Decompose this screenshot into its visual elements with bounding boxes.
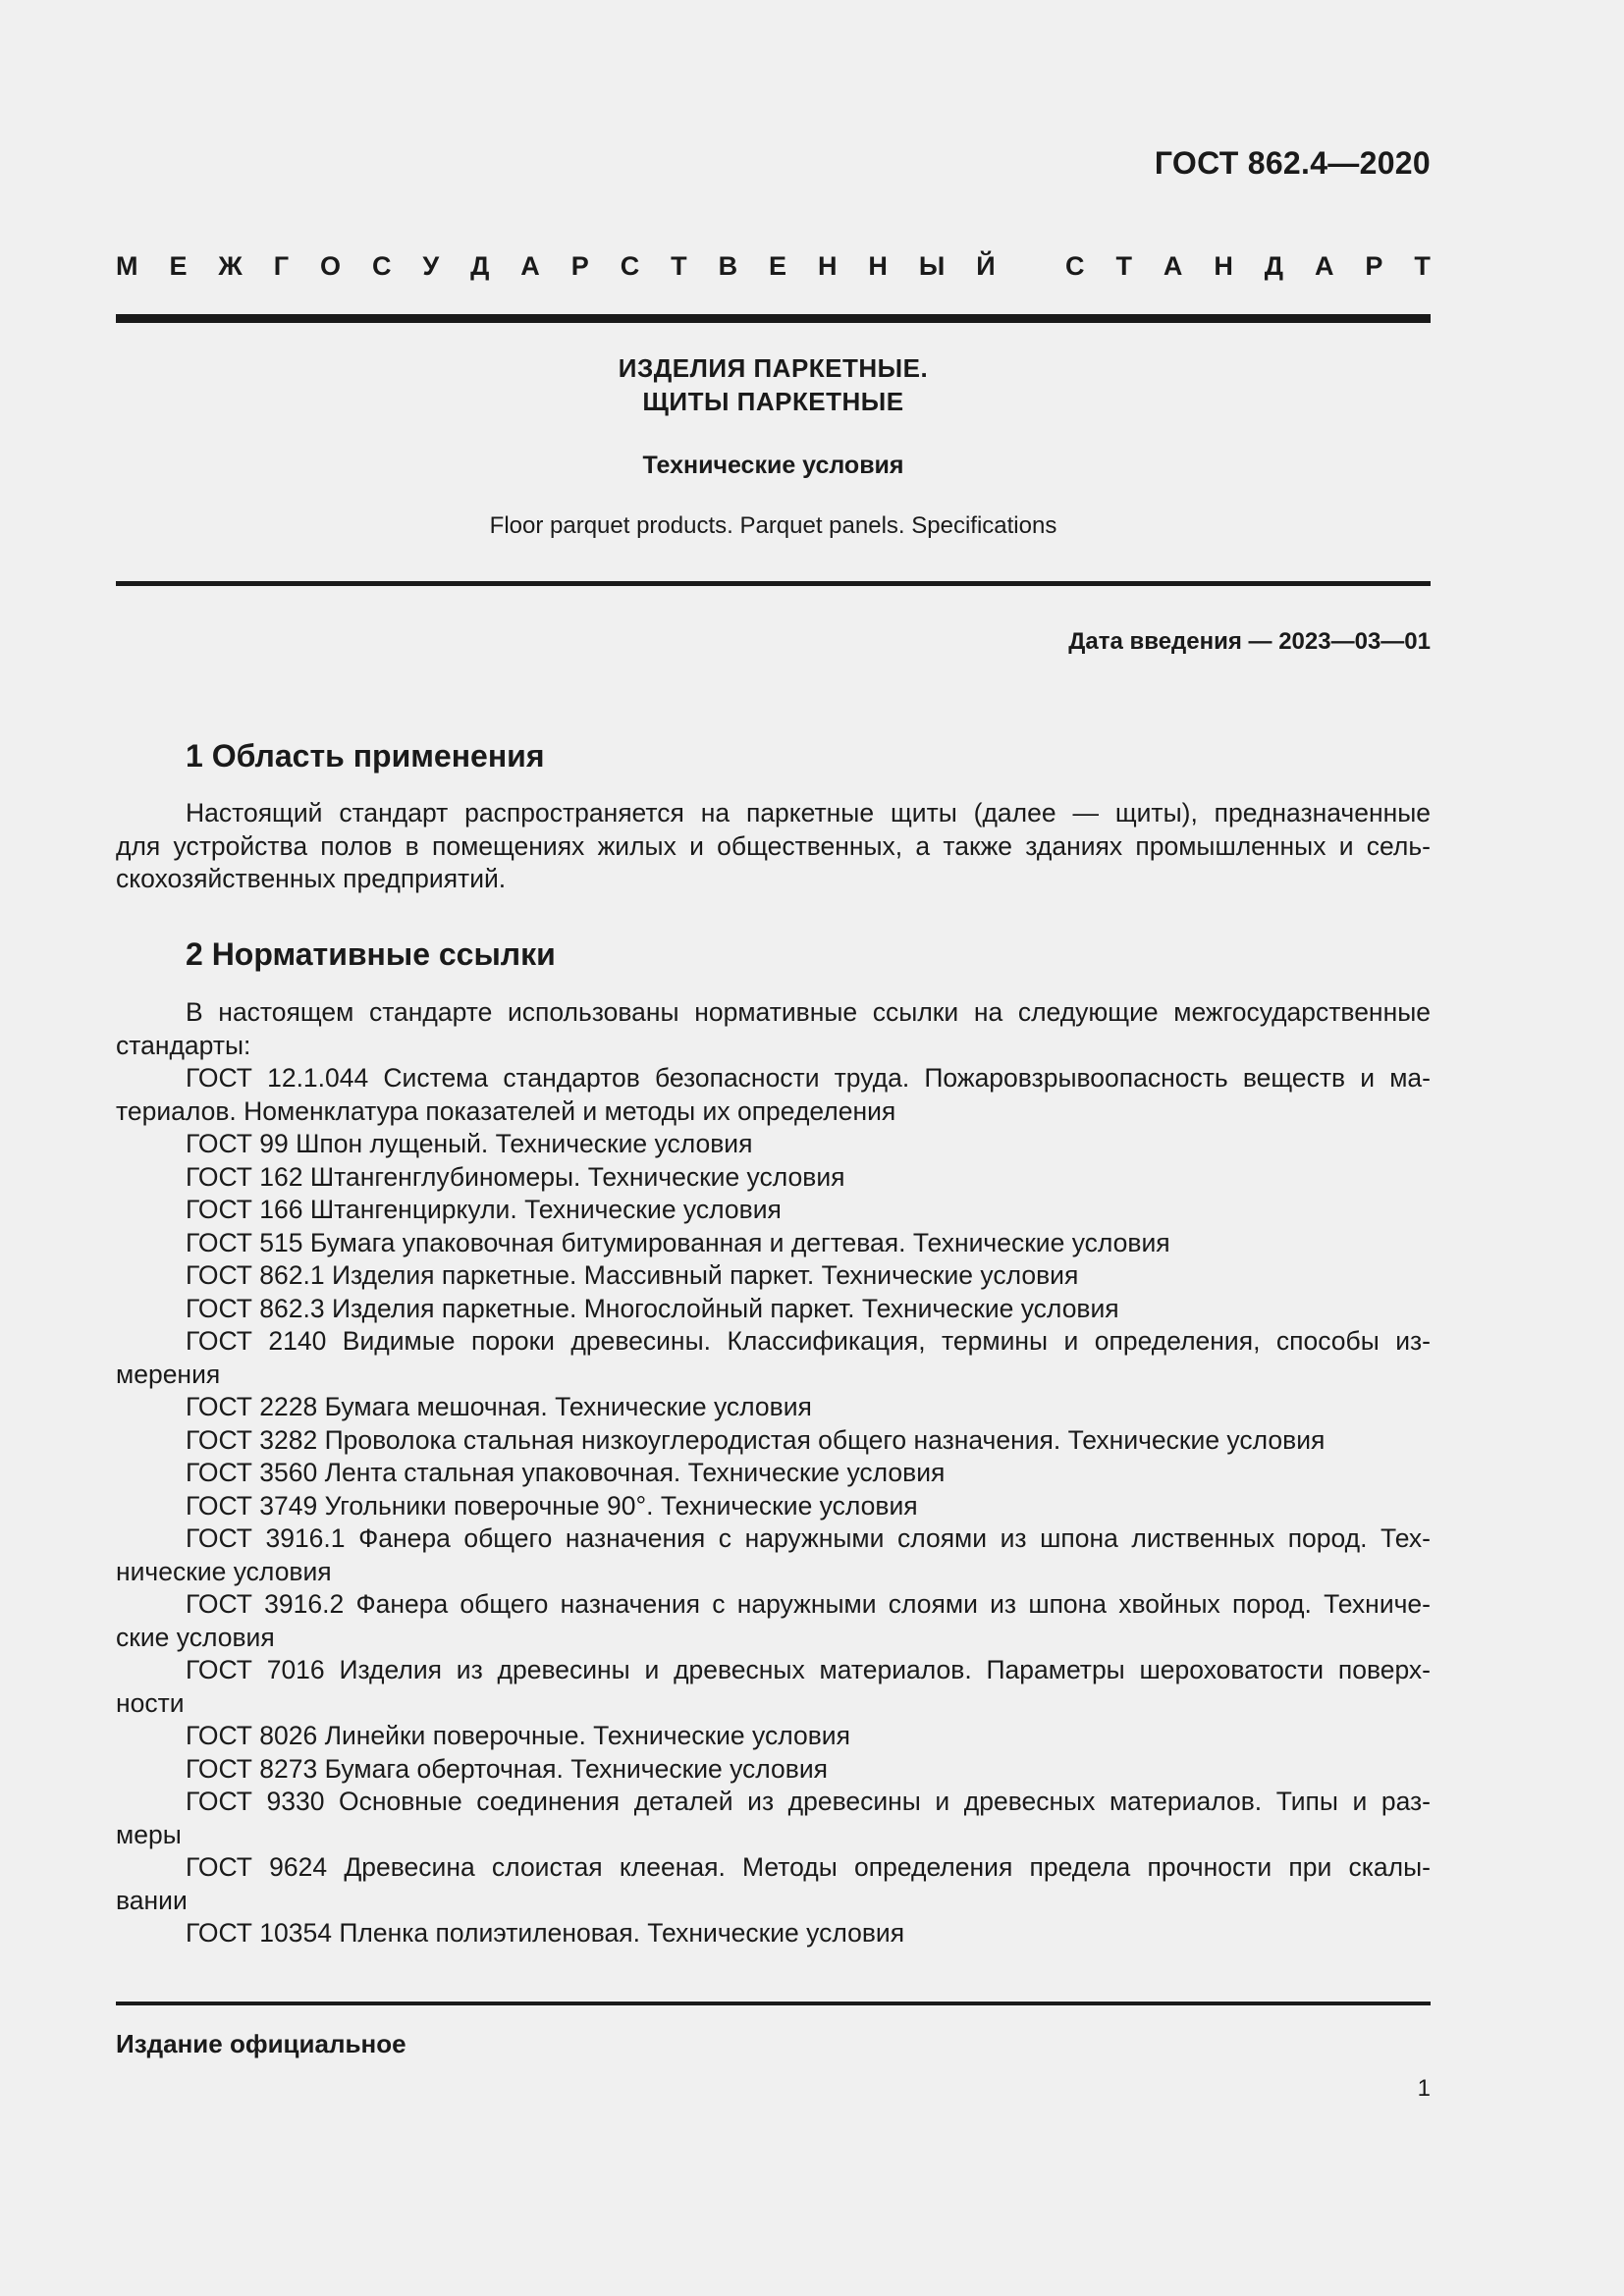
- banner-letter: Т: [1414, 251, 1431, 281]
- banner-letter: Ж: [218, 251, 243, 281]
- banner-letter: Ы: [918, 251, 946, 281]
- banner-letter: А: [520, 251, 540, 281]
- banner-letter: Е: [769, 251, 787, 281]
- banner-letter: С: [1065, 251, 1085, 281]
- reference-line: ские условия: [116, 1622, 275, 1652]
- reference-line: ГОСТ 8026 Линейки поверочные. Технические условия: [186, 1721, 850, 1750]
- banner-letter: М: [116, 251, 138, 281]
- banner-letter: С: [371, 251, 392, 281]
- reference-line: ГОСТ 3916.2 Фанера общего назначения с наружными слоями из шпона хвойных пород. Техниче-: [186, 1589, 1431, 1619]
- reference-line: ГОСТ 2228 Бумага мешочная. Технические условия: [186, 1392, 812, 1421]
- banner-letter: Т: [1115, 251, 1132, 281]
- banner-letter: Й: [976, 251, 996, 281]
- paragraph-line: скохозяйственных предприятий.: [116, 864, 507, 893]
- banner-letter: Г: [273, 251, 290, 281]
- paragraph-line: стандарты:: [116, 1030, 251, 1060]
- banner-letter: О: [319, 251, 341, 281]
- title-english: Floor parquet products. Parquet panels. Specifications: [489, 512, 1057, 539]
- banner-letter: Р: [570, 251, 589, 281]
- reference-line: ГОСТ 8273 Бумага оберточная. Технические условия: [186, 1753, 829, 1784]
- reference-line: ГОСТ 515 Бумага упаковочная битумированная и дегтевая. Технические условия: [186, 1227, 1170, 1257]
- reference-line: нические условия: [116, 1556, 332, 1586]
- footer-divider: [116, 2002, 1431, 2005]
- title-divider: [116, 581, 1431, 586]
- official-edition-label: Издание официальное: [116, 2029, 406, 2058]
- reference-line: ГОСТ 166 Штангенциркули. Технические условия: [186, 1195, 782, 1224]
- banner-letter: В: [718, 251, 738, 281]
- page-number: 1: [1417, 2075, 1431, 2102]
- reference-line: ГОСТ 2140 Видимые пороки древесины. Классификация, термины и определения, способы из-: [186, 1326, 1431, 1356]
- banner-letter: Е: [169, 251, 188, 281]
- title-subtitle: Технические условия: [642, 452, 904, 479]
- header-divider: [116, 314, 1431, 323]
- banner-letter: С: [620, 251, 640, 281]
- reference-line: мерения: [116, 1359, 221, 1389]
- reference-line: ности: [116, 1687, 185, 1718]
- reference-line: ГОСТ 9624 Древесина слоистая клееная. Методы определения предела прочности при скалы-: [186, 1852, 1431, 1882]
- section-1-heading: 1 Область применения: [186, 738, 545, 774]
- reference-line: ГОСТ 12.1.044 Система стандартов безопасности труда. Пожаровзрывоопасность веществ и ма-: [186, 1063, 1431, 1093]
- reference-line: ГОСТ 3916.1 Фанера общего назначения с наружными слоями из шпона лиственных пород. Тех-: [186, 1523, 1431, 1553]
- introduction-date: Дата введения — 2023—03—01: [1068, 628, 1431, 655]
- reference-line: меры: [116, 1819, 182, 1849]
- banner-letter: Д: [1264, 251, 1283, 281]
- title-line-1: ИЗДЕЛИЯ ПАРКЕТНЫЕ.: [618, 353, 929, 383]
- reference-line: ГОСТ 3282 Проволока стальная низкоуглеродистая общего назначения. Технические условия: [186, 1424, 1326, 1455]
- banner-letter: А: [1314, 251, 1334, 281]
- section-2-paragraph: [116, 996, 1431, 1062]
- banner-letter: Р: [1365, 251, 1383, 281]
- title-line-2: ЩИТЫ ПАРКЕТНЫЕ: [642, 387, 904, 416]
- section-2-heading: 2 Нормативные ссылки: [186, 936, 556, 972]
- section-1-paragraph: [116, 797, 1431, 896]
- reference-line: вании: [116, 1885, 188, 1915]
- banner-letter: Н: [1214, 251, 1233, 281]
- reference-line: ГОСТ 7016 Изделия из древесины и древесных материалов. Параметры шероховатости поверх-: [186, 1655, 1431, 1684]
- banner-letter: Д: [470, 251, 490, 281]
- reference-line: териалов. Номенклатура показателей и методы их определения: [116, 1095, 896, 1126]
- banner-letter: А: [1163, 251, 1183, 281]
- reference-line: ГОСТ 862.1 Изделия паркетные. Массивный паркет. Технические условия: [186, 1260, 1079, 1290]
- banner-word-gap: [1027, 251, 1035, 282]
- banner-letter: Н: [868, 251, 888, 281]
- paragraph-line: Настоящий стандарт распространяется на паркетные щиты (далее — щиты), предназначенные: [186, 798, 1431, 828]
- banner-letter: Н: [817, 251, 838, 281]
- banner-letter: У: [422, 251, 440, 281]
- paragraph-line: для устройства полов в помещениях жилых и общественных, а также зданиях промышленных и сель-: [116, 830, 1431, 861]
- banner-letter: Т: [671, 251, 687, 281]
- reference-line: ГОСТ 862.3 Изделия паркетные. Многослойный паркет. Технические условия: [186, 1293, 1119, 1323]
- normative-references-list: [116, 1062, 1431, 1950]
- reference-line: ГОСТ 162 Штангенглубиномеры. Технические условия: [186, 1161, 845, 1192]
- reference-line: ГОСТ 10354 Пленка полиэтиленовая. Технические условия: [186, 1918, 905, 1948]
- document-number: ГОСТ 862.4—2020: [1154, 145, 1431, 181]
- interstate-standard-banner: [116, 251, 1431, 282]
- paragraph-line: В настоящем стандарте использованы нормативные ссылки на следующие межгосударственные: [186, 997, 1431, 1027]
- reference-line: ГОСТ 3560 Лента стальная упаковочная. Технические условия: [186, 1458, 946, 1487]
- reference-line: ГОСТ 3749 Угольники поверочные 90°. Технические условия: [186, 1490, 918, 1521]
- reference-line: ГОСТ 99 Шпон лущеный. Технические условия: [186, 1129, 753, 1158]
- reference-line: ГОСТ 9330 Основные соединения деталей из древесины и древесных материалов. Типы и раз-: [186, 1787, 1431, 1816]
